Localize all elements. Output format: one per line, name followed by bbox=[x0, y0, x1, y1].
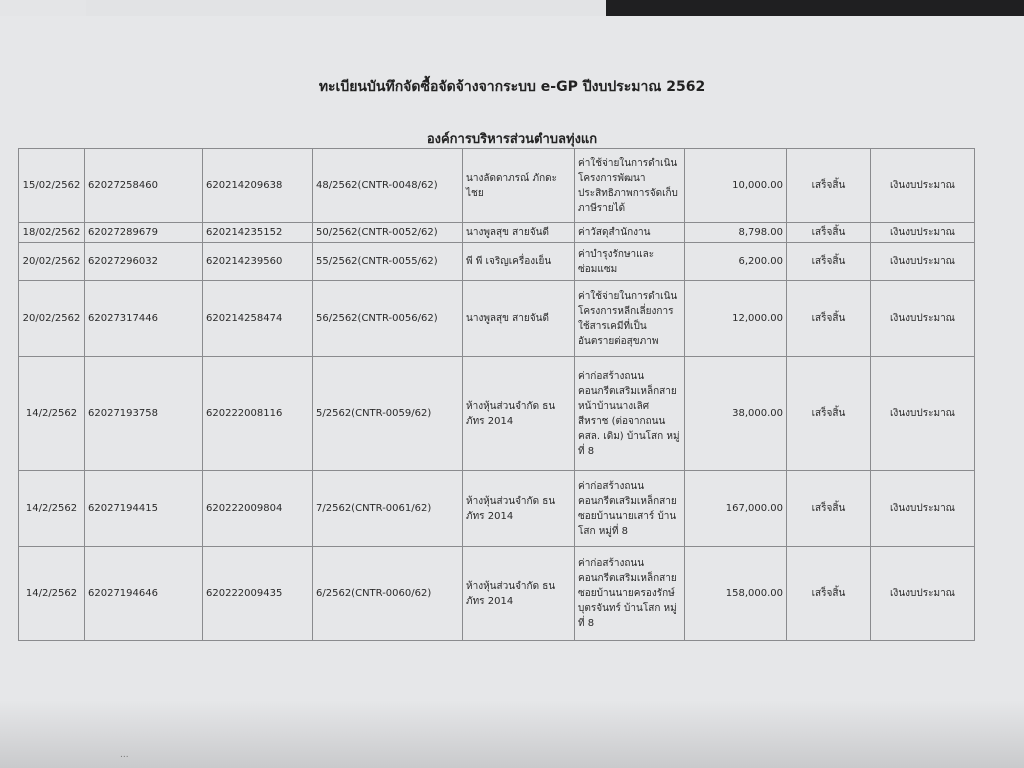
control-number-cell: 620214239560 bbox=[203, 243, 313, 281]
vendor-cell: ห้างหุ้นส่วนจำกัด ธนภัทร 2014 bbox=[463, 357, 575, 471]
description-cell: ค่าก่อสร้างถนนคอนกรีตเสริมเหล็กสายหน้าบ้านนางเลิศ สีหราช (ต่อจากถนน คสล. เดิม) บ้านโสก หมู่ที่ 8 bbox=[575, 357, 685, 471]
register-rows bbox=[19, 149, 975, 641]
vendor-cell: พี พี เจริญเครื่องเย็น bbox=[463, 243, 575, 281]
control-number-cell: 620214235152 bbox=[203, 223, 313, 243]
vendor-cell: นางลัดดาภรณ์ ภักดะไชย bbox=[463, 149, 575, 223]
amount-cell: 10,000.00 bbox=[685, 149, 787, 223]
contract-number-cell: 48/2562(CNTR-0048/62) bbox=[313, 149, 463, 223]
status-cell: เสร็จสิ้น bbox=[787, 149, 871, 223]
vendor-cell: นางพูลสุข สายจันดี bbox=[463, 281, 575, 357]
table-row bbox=[19, 281, 975, 357]
footer-scrap-text: ... bbox=[120, 750, 129, 760]
amount-cell: 8,798.00 bbox=[685, 223, 787, 243]
control-number-cell: 620222009435 bbox=[203, 547, 313, 641]
date-cell: 14/2/2562 bbox=[19, 471, 85, 547]
date-cell: 14/2/2562 bbox=[19, 547, 85, 641]
organization-name: องค์การบริหารส่วนตำบลทุ่งแก bbox=[426, 132, 598, 147]
budget-source-cell: เงินงบประมาณ bbox=[871, 471, 975, 547]
control-number-cell: 620214258474 bbox=[203, 281, 313, 357]
status-cell: เสร็จสิ้น bbox=[787, 243, 871, 281]
date-cell: 20/02/2562 bbox=[19, 281, 85, 357]
contract-number-cell: 6/2562(CNTR-0060/62) bbox=[313, 547, 463, 641]
date-cell: 18/02/2562 bbox=[19, 223, 85, 243]
table-row bbox=[19, 547, 975, 641]
contract-number-cell: 55/2562(CNTR-0055/62) bbox=[313, 243, 463, 281]
amount-cell: 167,000.00 bbox=[685, 471, 787, 547]
table-row bbox=[19, 471, 975, 547]
status-cell: เสร็จสิ้น bbox=[787, 471, 871, 547]
status-cell: เสร็จสิ้น bbox=[787, 223, 871, 243]
amount-cell: 6,200.00 bbox=[685, 243, 787, 281]
table-row bbox=[19, 223, 975, 243]
project-number-cell: 62027194646 bbox=[85, 547, 203, 641]
control-number-cell: 620222008116 bbox=[203, 357, 313, 471]
budget-source-cell: เงินงบประมาณ bbox=[871, 281, 975, 357]
vendor-cell: ห้างหุ้นส่วนจำกัด ธนภัทร 2014 bbox=[463, 547, 575, 641]
table-row bbox=[19, 243, 975, 281]
control-number-cell: 620222009804 bbox=[203, 471, 313, 547]
budget-source-cell: เงินงบประมาณ bbox=[871, 357, 975, 471]
table-row bbox=[19, 149, 975, 223]
vendor-cell: นางพูลสุข สายจันดี bbox=[463, 223, 575, 243]
budget-source-cell: เงินงบประมาณ bbox=[871, 243, 975, 281]
description-cell: ค่าใช้จ่ายในการดำเนินโครงการหลีกเลี่ยงการใช้สารเคมีที่เป็นอันตรายต่อสุขภาพ bbox=[575, 281, 685, 357]
project-number-cell: 62027296032 bbox=[85, 243, 203, 281]
description-cell: ค่าก่อสร้างถนนคอนกรีตเสริมเหล็กสายซอยบ้านนายครองรักษ์ บุตรจันทร์ บ้านโสก หมู่ที่ 8 bbox=[575, 547, 685, 641]
contract-number-cell: 5/2562(CNTR-0059/62) bbox=[313, 357, 463, 471]
amount-cell: 38,000.00 bbox=[685, 357, 787, 471]
description-cell: ค่าก่อสร้างถนนคอนกรีตเสริมเหล็กสายซอยบ้านนายเสาร์ บ้านโสก หมู่ที่ 8 bbox=[575, 471, 685, 547]
vendor-cell: ห้างหุ้นส่วนจำกัด ธนภัทร 2014 bbox=[463, 471, 575, 547]
date-cell: 20/02/2562 bbox=[19, 243, 85, 281]
budget-source-cell: เงินงบประมาณ bbox=[871, 223, 975, 243]
budget-source-cell: เงินงบประมาณ bbox=[871, 547, 975, 641]
procurement-register-table bbox=[18, 148, 975, 641]
status-cell: เสร็จสิ้น bbox=[787, 547, 871, 641]
project-number-cell: 62027258460 bbox=[85, 149, 203, 223]
contract-number-cell: 50/2562(CNTR-0052/62) bbox=[313, 223, 463, 243]
control-number-cell: 620214209638 bbox=[203, 149, 313, 223]
description-cell: ค่าวัสดุสำนักงาน bbox=[575, 223, 685, 243]
date-cell: 15/02/2562 bbox=[19, 149, 85, 223]
amount-cell: 158,000.00 bbox=[685, 547, 787, 641]
amount-cell: 12,000.00 bbox=[685, 281, 787, 357]
project-number-cell: 62027289679 bbox=[85, 223, 203, 243]
date-cell: 14/2/2562 bbox=[19, 357, 85, 471]
status-cell: เสร็จสิ้น bbox=[787, 281, 871, 357]
project-number-cell: 62027194415 bbox=[85, 471, 203, 547]
table-row bbox=[19, 357, 975, 471]
description-cell: ค่าบำรุงรักษาและซ่อมแซม bbox=[575, 243, 685, 281]
description-cell: ค่าใช้จ่ายในการดำเนินโครงการพัฒนาประสิทธิภาพการจัดเก็บภาษีรายได้ bbox=[575, 149, 685, 223]
project-number-cell: 62027193758 bbox=[85, 357, 203, 471]
status-cell: เสร็จสิ้น bbox=[787, 357, 871, 471]
document-title: ทะเบียนบันทึกจัดซื้อจัดจ้างจากระบบ e-GP ปีงบประมาณ 2562 bbox=[318, 79, 706, 95]
budget-source-cell: เงินงบประมาณ bbox=[871, 149, 975, 223]
contract-number-cell: 56/2562(CNTR-0056/62) bbox=[313, 281, 463, 357]
contract-number-cell: 7/2562(CNTR-0061/62) bbox=[313, 471, 463, 547]
project-number-cell: 62027317446 bbox=[85, 281, 203, 357]
